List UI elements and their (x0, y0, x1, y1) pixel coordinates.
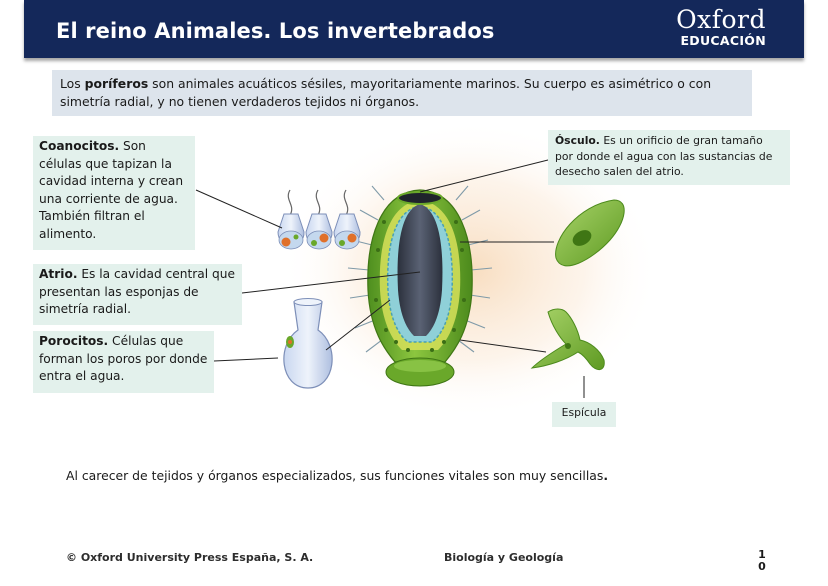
label-espicula-text: Espícula (561, 406, 607, 419)
page-number-digit-2: 0 (758, 560, 766, 573)
intro-pre: Los (60, 76, 85, 91)
footer-subject: Biología y Geología (444, 551, 564, 564)
summary-text: Al carecer de tejidos y órganos especializados, sus funciones vitales son muy sencillas (66, 468, 604, 483)
label-porocitos-text: Células que forman los poros por donde entra el agua. (39, 334, 208, 383)
label-osculo (548, 130, 790, 185)
label-coanocitos-term: Coanocitos. (39, 139, 120, 153)
label-osculo-text: Es un orificio de gran tamaño por donde el agua con las sustancias de desecho salen del atrio. (555, 134, 773, 178)
summary-end: . (603, 468, 609, 483)
footer-copyright: © Oxford University Press España, S. A. (66, 551, 314, 564)
label-coanocitos-text: Son células que tapizan la cavidad interna y crean una corriente de agua. También filtran el alimento. (39, 139, 184, 241)
label-coanocitos (33, 136, 195, 250)
label-porocitos (33, 331, 214, 393)
label-osculo-term: Ósculo. (555, 134, 600, 147)
page-number (754, 549, 770, 573)
atrium-cavity (398, 204, 443, 336)
label-porocitos-term: Porocitos. (39, 334, 109, 348)
page-title: El reino Animales. Los invertebrados (56, 19, 495, 43)
osculum-opening (398, 192, 442, 204)
intro-post: son animales acuáticos sésiles, mayoritariamente marinos. Su cuerpo es asimétrico o con simetría radial, y no tienen verdaderos tejidos ni órganos. (60, 76, 712, 109)
label-atrio-text: Es la cavidad central que presentan las esponjas de simetría radial. (39, 267, 235, 316)
logo-main-text: Oxford (676, 5, 766, 34)
label-atrio (33, 264, 242, 325)
intro-term: poríferos (84, 76, 149, 91)
label-espicula (552, 402, 616, 427)
page-number-digit-1: 1 (758, 548, 766, 561)
label-atrio-term: Atrio. (39, 267, 78, 281)
summary-sentence (66, 468, 608, 483)
logo-sub-text: EDUCACIÓN (680, 33, 766, 48)
